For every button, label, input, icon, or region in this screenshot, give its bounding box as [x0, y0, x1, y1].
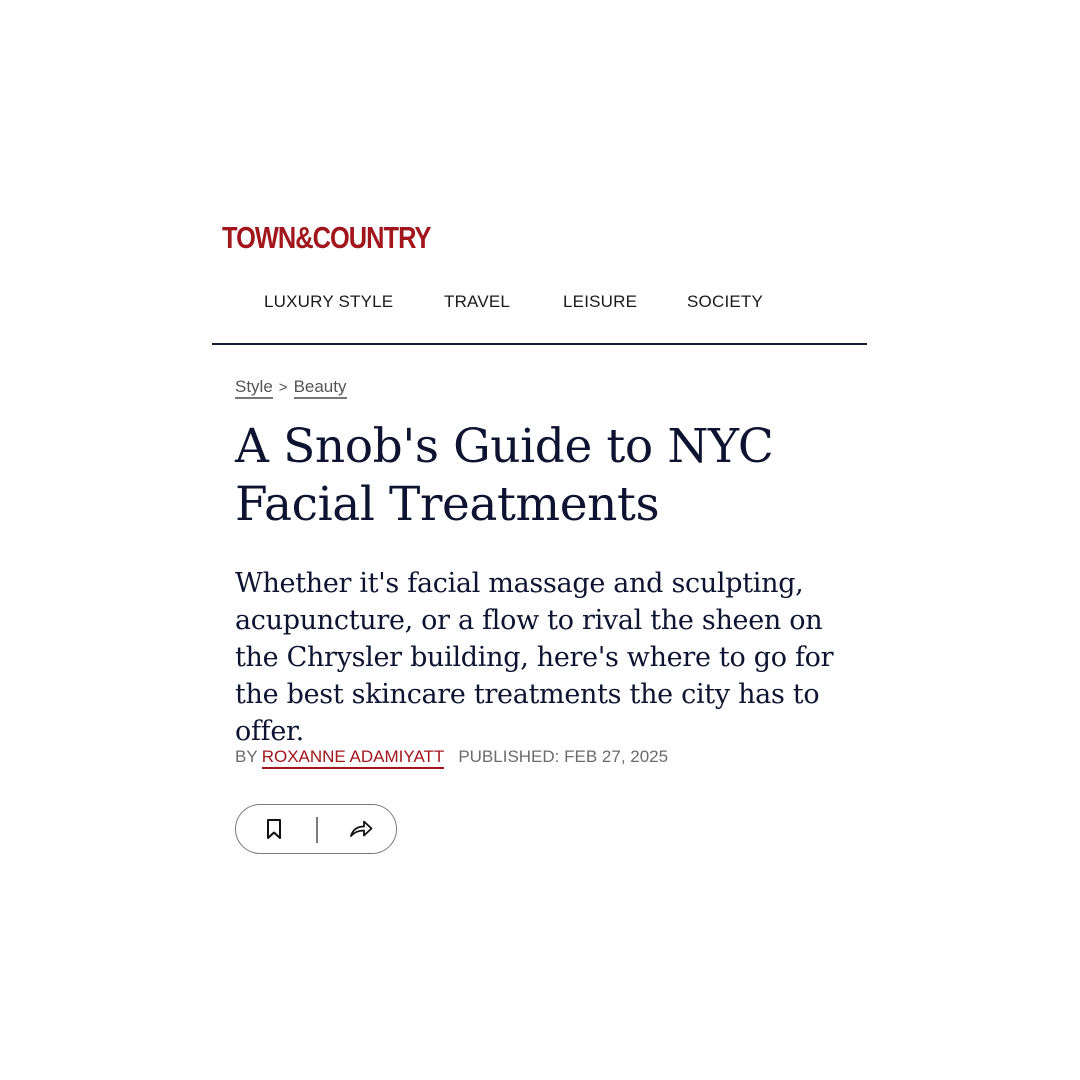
nav-divider — [212, 343, 867, 345]
article-title: A Snob's Guide to NYC Facial Treatments — [235, 419, 774, 532]
nav-item-leisure[interactable]: LEISURE — [563, 292, 638, 311]
article-dek: Whether it's facial massage and sculpting, acupuncture, or a flow to rival the sheen on the Chrysler building, here's where to go for the best skincare treatments the city has to offer. — [235, 568, 834, 747]
main-nav — [212, 288, 867, 318]
breadcrumb-separator: > — [278, 379, 288, 396]
nav-item-travel[interactable]: TRAVEL — [444, 292, 511, 311]
nav-item-society[interactable]: SOCIETY — [687, 292, 764, 311]
bookmark-button[interactable] — [261, 816, 287, 842]
breadcrumb — [235, 375, 347, 400]
share-icon — [348, 816, 374, 842]
actions-divider — [316, 817, 318, 843]
author-link[interactable]: ROXANNE ADAMIYATT — [262, 747, 445, 769]
bookmark-icon — [261, 816, 287, 842]
published-date: PUBLISHED: FEB 27, 2025 — [458, 747, 669, 766]
breadcrumb-style[interactable]: Style — [235, 377, 273, 399]
byline-prefix: BY — [235, 747, 258, 766]
breadcrumb-beauty[interactable]: Beauty — [294, 377, 347, 399]
share-button[interactable] — [348, 816, 374, 842]
byline — [235, 745, 668, 769]
article-actions — [235, 804, 397, 854]
nav-item-luxury-style[interactable]: LUXURY STYLE — [264, 292, 394, 311]
site-logo[interactable]: TOWN&COUNTRY — [222, 220, 431, 255]
